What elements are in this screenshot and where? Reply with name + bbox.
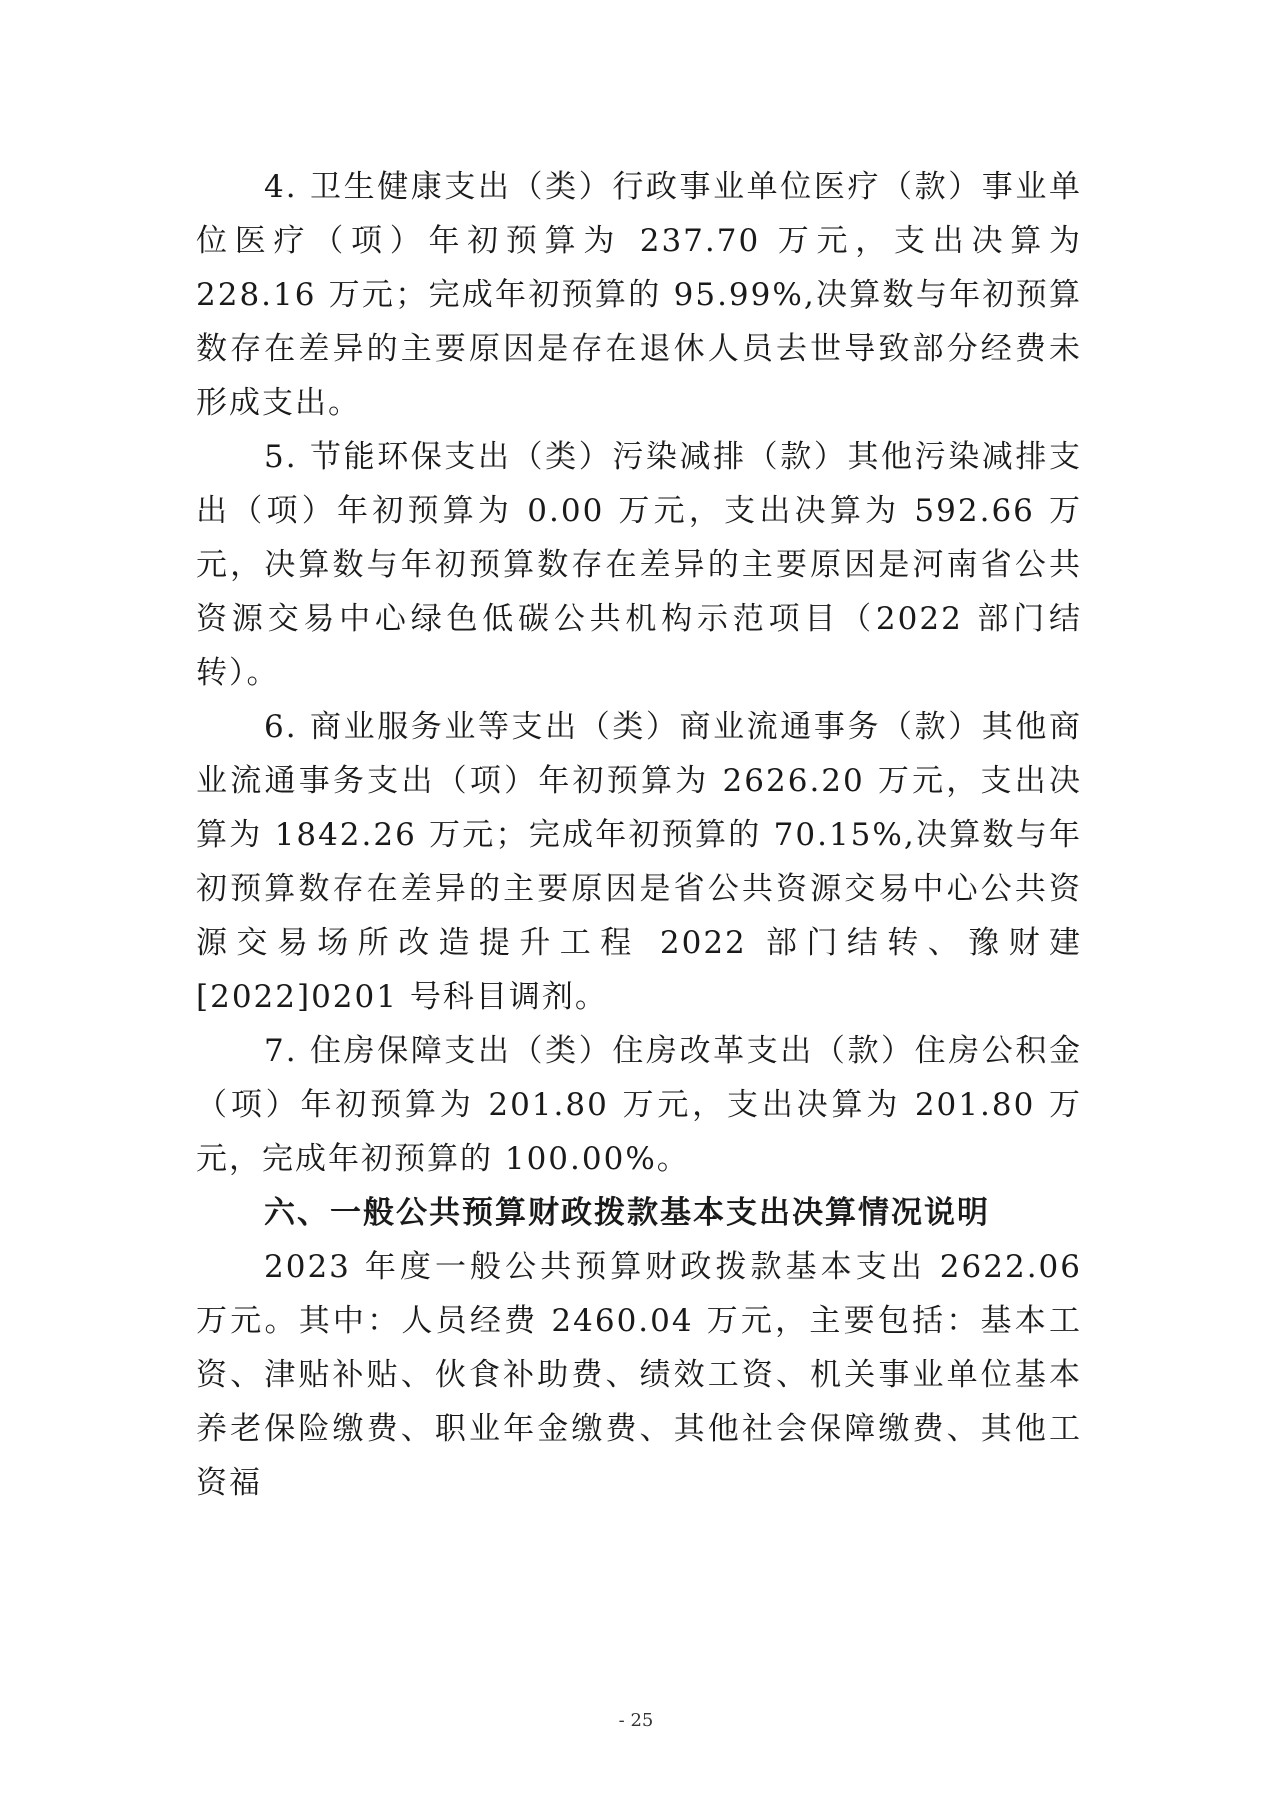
paragraph-health-expenditure: 4. 卫生健康支出（类）行政事业单位医疗（款）事业单位医疗（项）年初预算为 237.70 万元，支出决算为 228.16 万元；完成年初预算的 95.99%,决算数与年初预算数存在差异的主要原因是存在退休人员去世导致部分经费未形成支出。 (196, 169, 1082, 421)
paragraph-housing-expenditure: 7. 住房保障支出（类）住房改革支出（款）住房公积金（项）年初预算为 201.80 万元，支出决算为 201.80 万元，完成年初预算的 100.00%。 (196, 1033, 1082, 1177)
page-number: - 25 (618, 1710, 654, 1731)
paragraph-environment-expenditure: 5. 节能环保支出（类）污染减排（款）其他污染减排支出（项）年初预算为 0.00 万元，支出决算为 592.66 万元，决算数与年初预算数存在差异的主要原因是河南省公共资源交易中心绿色低碳公共机构示范项目（2022 部门结转）。 (196, 439, 1082, 691)
paragraph-basic-expenditure: 2023 年度一般公共预算财政拨款基本支出 2622.06 万元。其中：人员经费 2460.04 万元，主要包括：基本工资、津贴补贴、伙食补助费、绩效工资、机关事业单位基本养老保险缴费、职业年金缴费、其他社会保障缴费、其他工资福 (196, 1249, 1082, 1501)
page-content (196, 160, 1082, 1510)
paragraph-commerce-expenditure: 6. 商业服务业等支出（类）商业流通事务（款）其他商业流通事务支出（项）年初预算为 2626.20 万元，支出决算为 1842.26 万元；完成年初预算的 70.15%,决算数与年初预算数存在差异的主要原因是省公共资源交易中心公共资源交易场所改造提升工程 2022 部门结转、豫财建[2022]0201 号科目调剂。 (196, 709, 1082, 1015)
section-heading: 六、一般公共预算财政拨款基本支出决算情况说明 (264, 1195, 990, 1231)
